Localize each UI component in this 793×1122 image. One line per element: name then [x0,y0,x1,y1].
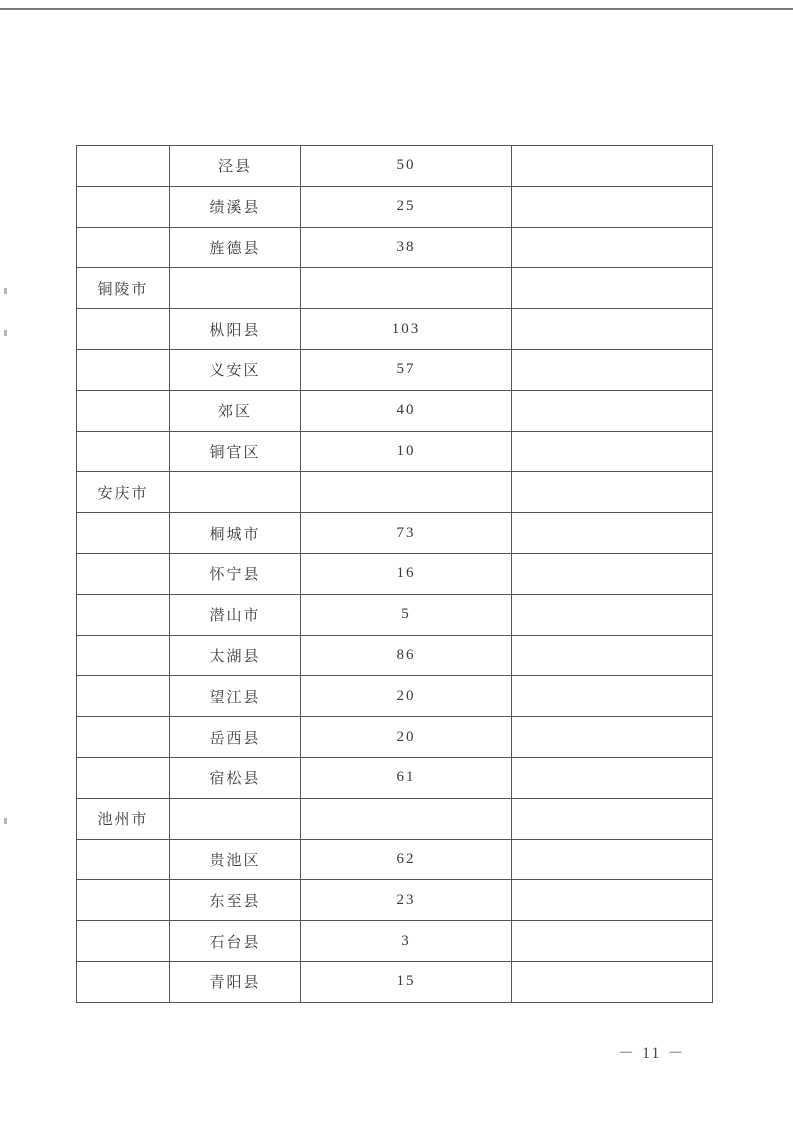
city-cell [77,961,170,1002]
page-number: － 11 － [618,1045,686,1062]
city-cell: 铜陵市 [77,268,170,309]
city-cell [77,431,170,472]
note-cell [512,390,713,431]
county-cell: 太湖县 [170,635,301,676]
city-cell: 池州市 [77,798,170,839]
city-cell [77,676,170,717]
table-row [77,880,713,921]
note-cell [512,921,713,962]
note-cell [512,880,713,921]
city-cell [77,635,170,676]
table-row [77,309,713,350]
table-row [77,349,713,390]
county-cell: 宿松县 [170,757,301,798]
county-cell: 绩溪县 [170,186,301,227]
table-row [77,472,713,513]
scan-mark [4,818,7,824]
county-cell: 岳西县 [170,717,301,758]
table-row [77,717,713,758]
county-cell: 潜山市 [170,594,301,635]
note-cell [512,227,713,268]
county-cell: 泾县 [170,146,301,187]
count-cell [301,268,512,309]
note-cell [512,594,713,635]
count-cell: 50 [301,146,512,187]
count-cell: 57 [301,349,512,390]
city-cell [77,390,170,431]
county-cell: 郊区 [170,390,301,431]
table-row [77,553,713,594]
county-cell: 青阳县 [170,961,301,1002]
table-row [77,798,713,839]
city-cell [77,513,170,554]
city-cell [77,186,170,227]
note-cell [512,961,713,1002]
city-cell [77,839,170,880]
county-cell: 枞阳县 [170,309,301,350]
scan-mark [4,330,7,336]
county-cell: 旌德县 [170,227,301,268]
table-row [77,676,713,717]
city-cell [77,227,170,268]
count-cell: 23 [301,880,512,921]
county-cell: 桐城市 [170,513,301,554]
note-cell [512,676,713,717]
table-row [77,961,713,1002]
table-row [77,594,713,635]
note-cell [512,146,713,187]
count-cell: 3 [301,921,512,962]
table-row [77,513,713,554]
city-cell [77,146,170,187]
county-cell [170,472,301,513]
county-cell: 望江县 [170,676,301,717]
table-row [77,146,713,187]
county-cell: 东至县 [170,880,301,921]
page-top-edge [0,8,793,10]
note-cell [512,839,713,880]
table-row [77,227,713,268]
county-cell: 义安区 [170,349,301,390]
count-cell: 20 [301,676,512,717]
note-cell [512,349,713,390]
count-cell: 15 [301,961,512,1002]
city-cell: 安庆市 [77,472,170,513]
city-cell [77,309,170,350]
city-cell [77,757,170,798]
note-cell [512,472,713,513]
county-cell: 贵池区 [170,839,301,880]
count-cell: 25 [301,186,512,227]
count-cell: 40 [301,390,512,431]
count-cell: 16 [301,553,512,594]
note-cell [512,798,713,839]
note-cell [512,717,713,758]
count-cell: 86 [301,635,512,676]
city-cell [77,594,170,635]
count-cell: 20 [301,717,512,758]
table-row [77,431,713,472]
county-cell: 怀宁县 [170,553,301,594]
note-cell [512,309,713,350]
note-cell [512,553,713,594]
note-cell [512,635,713,676]
count-cell: 62 [301,839,512,880]
city-cell [77,717,170,758]
count-cell: 38 [301,227,512,268]
count-cell: 73 [301,513,512,554]
city-cell [77,880,170,921]
city-cell [77,349,170,390]
note-cell [512,513,713,554]
table-row [77,757,713,798]
county-quota-table [76,145,713,1003]
note-cell [512,431,713,472]
table-row [77,921,713,962]
count-cell [301,798,512,839]
note-cell [512,757,713,798]
count-cell: 61 [301,757,512,798]
county-cell: 铜官区 [170,431,301,472]
table-row [77,839,713,880]
city-cell [77,921,170,962]
table-row [77,635,713,676]
note-cell [512,268,713,309]
table-row [77,186,713,227]
count-cell: 10 [301,431,512,472]
count-cell: 103 [301,309,512,350]
table-body [77,146,713,1003]
county-cell [170,268,301,309]
scan-mark [4,288,7,294]
table-row [77,268,713,309]
note-cell [512,186,713,227]
county-cell: 石台县 [170,921,301,962]
city-cell [77,553,170,594]
count-cell: 5 [301,594,512,635]
county-cell [170,798,301,839]
count-cell [301,472,512,513]
table-row [77,390,713,431]
